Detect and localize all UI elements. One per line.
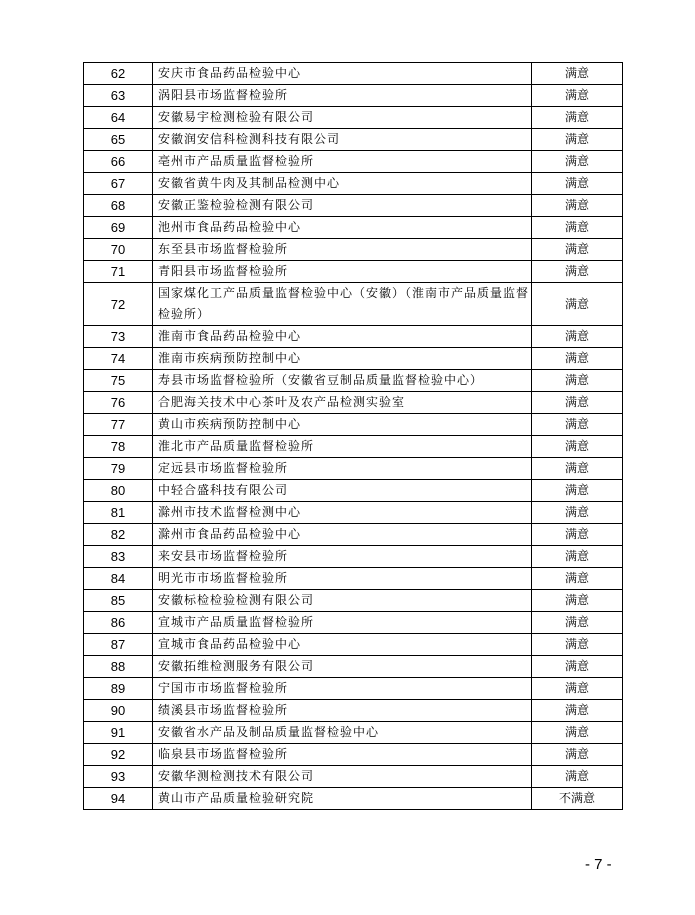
evaluation-result: 满意 bbox=[532, 370, 623, 392]
evaluation-result: 满意 bbox=[532, 524, 623, 546]
table-row bbox=[84, 634, 623, 656]
table-row bbox=[84, 129, 623, 151]
evaluation-result: 满意 bbox=[532, 195, 623, 217]
row-number: 93 bbox=[84, 766, 153, 788]
evaluation-result: 满意 bbox=[532, 348, 623, 370]
row-number: 69 bbox=[84, 217, 153, 239]
institution-name: 安庆市食品药品检验中心 bbox=[153, 63, 532, 85]
institution-name: 宣城市食品药品检验中心 bbox=[153, 634, 532, 656]
evaluation-result: 不满意 bbox=[532, 788, 623, 810]
row-number: 88 bbox=[84, 656, 153, 678]
row-number: 74 bbox=[84, 348, 153, 370]
table-row bbox=[84, 414, 623, 436]
table-row bbox=[84, 326, 623, 348]
evaluation-result: 满意 bbox=[532, 766, 623, 788]
row-number: 67 bbox=[84, 173, 153, 195]
evaluation-result: 满意 bbox=[532, 568, 623, 590]
row-number: 64 bbox=[84, 107, 153, 129]
row-number: 89 bbox=[84, 678, 153, 700]
table-row bbox=[84, 612, 623, 634]
institution-name: 临泉县市场监督检验所 bbox=[153, 744, 532, 766]
row-number: 73 bbox=[84, 326, 153, 348]
institution-name: 定远县市场监督检验所 bbox=[153, 458, 532, 480]
row-number: 62 bbox=[84, 63, 153, 85]
institution-name: 绩溪县市场监督检验所 bbox=[153, 700, 532, 722]
row-number: 71 bbox=[84, 261, 153, 283]
table-row bbox=[84, 524, 623, 546]
page-number: - 7 - bbox=[585, 856, 612, 873]
row-number: 82 bbox=[84, 524, 153, 546]
table-row bbox=[84, 590, 623, 612]
row-number: 86 bbox=[84, 612, 153, 634]
table-row bbox=[84, 261, 623, 283]
table-row bbox=[84, 63, 623, 85]
institution-name: 安徽华测检测技术有限公司 bbox=[153, 766, 532, 788]
institution-name: 宣城市产品质量监督检验所 bbox=[153, 612, 532, 634]
institution-name: 亳州市产品质量监督检验所 bbox=[153, 151, 532, 173]
evaluation-result: 满意 bbox=[532, 107, 623, 129]
institution-name: 中轻合盛科技有限公司 bbox=[153, 480, 532, 502]
institution-name: 涡阳县市场监督检验所 bbox=[153, 85, 532, 107]
institution-name: 东至县市场监督检验所 bbox=[153, 239, 532, 261]
table-row bbox=[84, 283, 623, 326]
institution-name: 淮南市食品药品检验中心 bbox=[153, 326, 532, 348]
row-number: 72 bbox=[84, 283, 153, 326]
evaluation-result: 满意 bbox=[532, 612, 623, 634]
table-row bbox=[84, 217, 623, 239]
row-number: 92 bbox=[84, 744, 153, 766]
institution-name: 宁国市市场监督检验所 bbox=[153, 678, 532, 700]
row-number: 63 bbox=[84, 85, 153, 107]
results-table bbox=[83, 62, 623, 810]
institution-name: 明光市市场监督检验所 bbox=[153, 568, 532, 590]
evaluation-result: 满意 bbox=[532, 151, 623, 173]
evaluation-result: 满意 bbox=[532, 261, 623, 283]
evaluation-result: 满意 bbox=[532, 129, 623, 151]
evaluation-result: 满意 bbox=[532, 590, 623, 612]
evaluation-result: 满意 bbox=[532, 744, 623, 766]
row-number: 79 bbox=[84, 458, 153, 480]
table-row bbox=[84, 348, 623, 370]
row-number: 87 bbox=[84, 634, 153, 656]
table-row bbox=[84, 392, 623, 414]
institution-name: 黄山市产品质量检验研究院 bbox=[153, 788, 532, 810]
evaluation-result: 满意 bbox=[532, 502, 623, 524]
row-number: 85 bbox=[84, 590, 153, 612]
table-row bbox=[84, 239, 623, 261]
table-row bbox=[84, 700, 623, 722]
table-row bbox=[84, 458, 623, 480]
row-number: 77 bbox=[84, 414, 153, 436]
table-row bbox=[84, 107, 623, 129]
row-number: 90 bbox=[84, 700, 153, 722]
institution-name: 安徽润安信科检测科技有限公司 bbox=[153, 129, 532, 151]
evaluation-result: 满意 bbox=[532, 283, 623, 326]
table-row bbox=[84, 678, 623, 700]
evaluation-result: 满意 bbox=[532, 546, 623, 568]
row-number: 65 bbox=[84, 129, 153, 151]
evaluation-result: 满意 bbox=[532, 63, 623, 85]
institution-name: 合肥海关技术中心茶叶及农产品检测实验室 bbox=[153, 392, 532, 414]
evaluation-result: 满意 bbox=[532, 239, 623, 261]
row-number: 75 bbox=[84, 370, 153, 392]
table-row bbox=[84, 151, 623, 173]
institution-name: 国家煤化工产品质量监督检验中心（安徽）（淮南市产品质量监督检验所） bbox=[153, 283, 532, 326]
evaluation-result: 满意 bbox=[532, 392, 623, 414]
institution-name: 安徽省水产品及制品质量监督检验中心 bbox=[153, 722, 532, 744]
row-number: 83 bbox=[84, 546, 153, 568]
institution-name: 淮南市疾病预防控制中心 bbox=[153, 348, 532, 370]
table-row bbox=[84, 766, 623, 788]
institution-name: 滁州市食品药品检验中心 bbox=[153, 524, 532, 546]
row-number: 81 bbox=[84, 502, 153, 524]
table-row bbox=[84, 173, 623, 195]
evaluation-result: 满意 bbox=[532, 700, 623, 722]
table-row bbox=[84, 546, 623, 568]
table-row bbox=[84, 568, 623, 590]
row-number: 80 bbox=[84, 480, 153, 502]
institution-name: 安徽拓维检测服务有限公司 bbox=[153, 656, 532, 678]
evaluation-result: 满意 bbox=[532, 722, 623, 744]
table-row bbox=[84, 370, 623, 392]
table-row bbox=[84, 656, 623, 678]
row-number: 91 bbox=[84, 722, 153, 744]
institution-name: 安徽易宇检测检验有限公司 bbox=[153, 107, 532, 129]
row-number: 84 bbox=[84, 568, 153, 590]
evaluation-result: 满意 bbox=[532, 458, 623, 480]
institution-name: 安徽正鉴检验检测有限公司 bbox=[153, 195, 532, 217]
evaluation-result: 满意 bbox=[532, 436, 623, 458]
table-row bbox=[84, 436, 623, 458]
table-row bbox=[84, 722, 623, 744]
evaluation-result: 满意 bbox=[532, 326, 623, 348]
institution-name: 黄山市疾病预防控制中心 bbox=[153, 414, 532, 436]
institution-name: 安徽标检检验检测有限公司 bbox=[153, 590, 532, 612]
table-row bbox=[84, 480, 623, 502]
institution-name: 安徽省黄牛肉及其制品检测中心 bbox=[153, 173, 532, 195]
evaluation-result: 满意 bbox=[532, 656, 623, 678]
evaluation-result: 满意 bbox=[532, 634, 623, 656]
institution-name: 滁州市技术监督检测中心 bbox=[153, 502, 532, 524]
table-row bbox=[84, 744, 623, 766]
row-number: 76 bbox=[84, 392, 153, 414]
row-number: 70 bbox=[84, 239, 153, 261]
institution-name: 淮北市产品质量监督检验所 bbox=[153, 436, 532, 458]
evaluation-result: 满意 bbox=[532, 217, 623, 239]
row-number: 94 bbox=[84, 788, 153, 810]
institution-name: 来安县市场监督检验所 bbox=[153, 546, 532, 568]
evaluation-result: 满意 bbox=[532, 173, 623, 195]
row-number: 66 bbox=[84, 151, 153, 173]
row-number: 68 bbox=[84, 195, 153, 217]
row-number: 78 bbox=[84, 436, 153, 458]
table-row bbox=[84, 502, 623, 524]
evaluation-result: 满意 bbox=[532, 678, 623, 700]
table-row bbox=[84, 788, 623, 810]
institution-name: 寿县市场监督检验所（安徽省豆制品质量监督检验中心） bbox=[153, 370, 532, 392]
table-row bbox=[84, 195, 623, 217]
evaluation-result: 满意 bbox=[532, 480, 623, 502]
evaluation-result: 满意 bbox=[532, 85, 623, 107]
evaluation-result: 满意 bbox=[532, 414, 623, 436]
institution-name: 池州市食品药品检验中心 bbox=[153, 217, 532, 239]
table-row bbox=[84, 85, 623, 107]
institution-name: 青阳县市场监督检验所 bbox=[153, 261, 532, 283]
